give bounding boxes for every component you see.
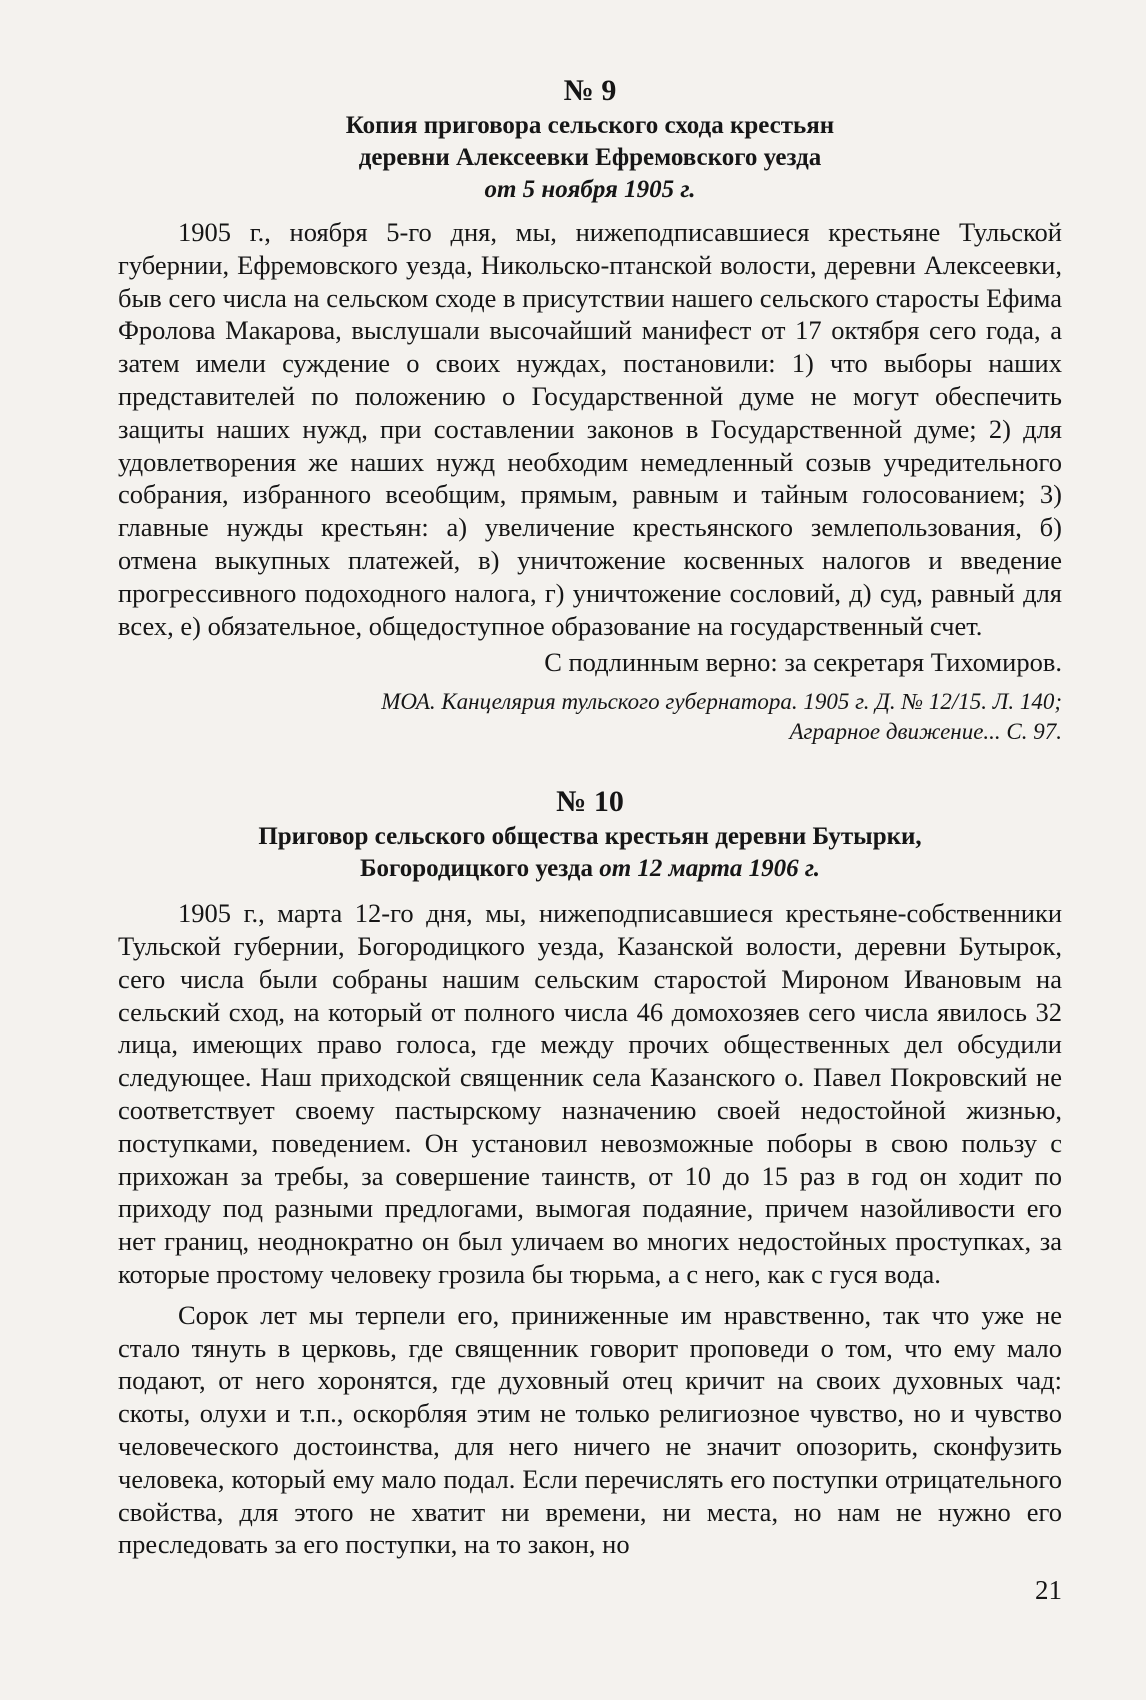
document-10-body [118, 897, 1062, 1561]
document-9-body [118, 216, 1062, 747]
document-9 [118, 72, 1062, 747]
archive-reference-line: Аграрное движение... С. 97. [789, 719, 1062, 745]
body-paragraph: 1905 г., ноября 5-го дня, мы, нижеподписавшиеся крестьяне Тульской губернии, Ефремовского уезда, Никольско-птанской волости, деревни Алексеевки, быв сего числа на сельском сходе в присутствии нашего сельского старосты Ефима Фролова Макарова, выслушали высочайший манифест от 17 октября сего года, а затем имели суждение о своих нуждах, постановили: 1) что выборы наших представителей по положению о Государственной думе не могут обеспечить защиты наших нужд, при составлении законов в Государственной думе; 2) для удовлетворения же наших нужд необходим немедленный созыв учредительного собрания, избранного всеобщим, прямым, равным и тайным голосованием; 3) главные нужды крестьян: а) увеличение крестьянского землепользования, б) отмена выкупных платежей, в) уничтожение косвенных налогов и введение прогрессивного подоходного налога, г) уничтожение сословий, д) суд, равный для всех, е) обязательное, общедоступное образование на государственный счет. [118, 217, 1062, 641]
document-date: от 5 ноября 1905 г. [484, 176, 696, 203]
document-10-heading [118, 783, 1062, 885]
body-paragraph: 1905 г., марта 12-го дня, мы, нижеподписавшиеся крестьяне-собственники Тульской губернии, Богородицкого уезда, Казанской волости, деревни Бутырок, сего числа были собраны нашим сельским старостой Мироном Ивановым на сельский сход, на который от полного числа 46 домохозяев сего числа явилось 32 лица, имеющих право голоса, где между прочих общественных дел обсудили следующее. Наш приходской священник села Казанского о. Павел Покровский не соответствует своему пастырскому назначению своей недостойной жизнью, поступками, поведением. Он установил невозможные поборы в свою пользу с прихожан за требы, за совершение таинств, от 10 до 15 раз в год он ходит по приходу под разными предлогами, вымогая подаяние, причем назойливости его нет границ, неоднократно он был уличаем во многих недостойных проступках, за которые простому человеку грозила бы тюрьма, а с него, как с гуся вода. [118, 898, 1062, 1289]
page-number: 21 [1035, 1575, 1062, 1605]
document-title-line [118, 853, 1062, 885]
document-10 [118, 783, 1062, 1561]
document-date: от 12 марта 1906 г. [599, 855, 821, 883]
document-title-line: Копия приговора сельского схода крестьян [345, 112, 835, 139]
document-number: № 10 [556, 785, 624, 819]
body-paragraph: Сорок лет мы терпели его, приниженные им нравственно, так что уже не стало тянуть в церковь, где священник говорит проповеди о том, что ему мало подают, от него хоронятся, где духовный отец кричит на своих духовных чад: скоты, олухи и т.п., оскорбляя этим не только религиозное чувство, но и чувство человеческого достоинства, для него ничего не значит опозорить, сконфузить человека, который ему мало подал. Если перечислять его поступки отрицательного свойства, для этого не хватит ни времени, ни места, но нам не нужно его преследовать за его поступки, на то закон, но [118, 1299, 1062, 1560]
document-title-line: деревни Алексеевки Ефремовского уезда [358, 144, 822, 171]
document-number: № 9 [563, 74, 617, 107]
archive-reference-line: МОА. Канцелярия тульского губернатора. 1905 г. Д. № 12/15. Л. 140; [381, 689, 1062, 715]
document-title-line: Приговор сельского общества крестьян деревни Бутырки, [258, 823, 922, 851]
signature-line: С подлинным верно: за секретаря Тихомиров. [544, 647, 1062, 678]
book-page [118, 72, 1062, 1672]
document-title-text: Богородицкого уезда [359, 855, 593, 883]
document-9-heading [118, 72, 1062, 206]
